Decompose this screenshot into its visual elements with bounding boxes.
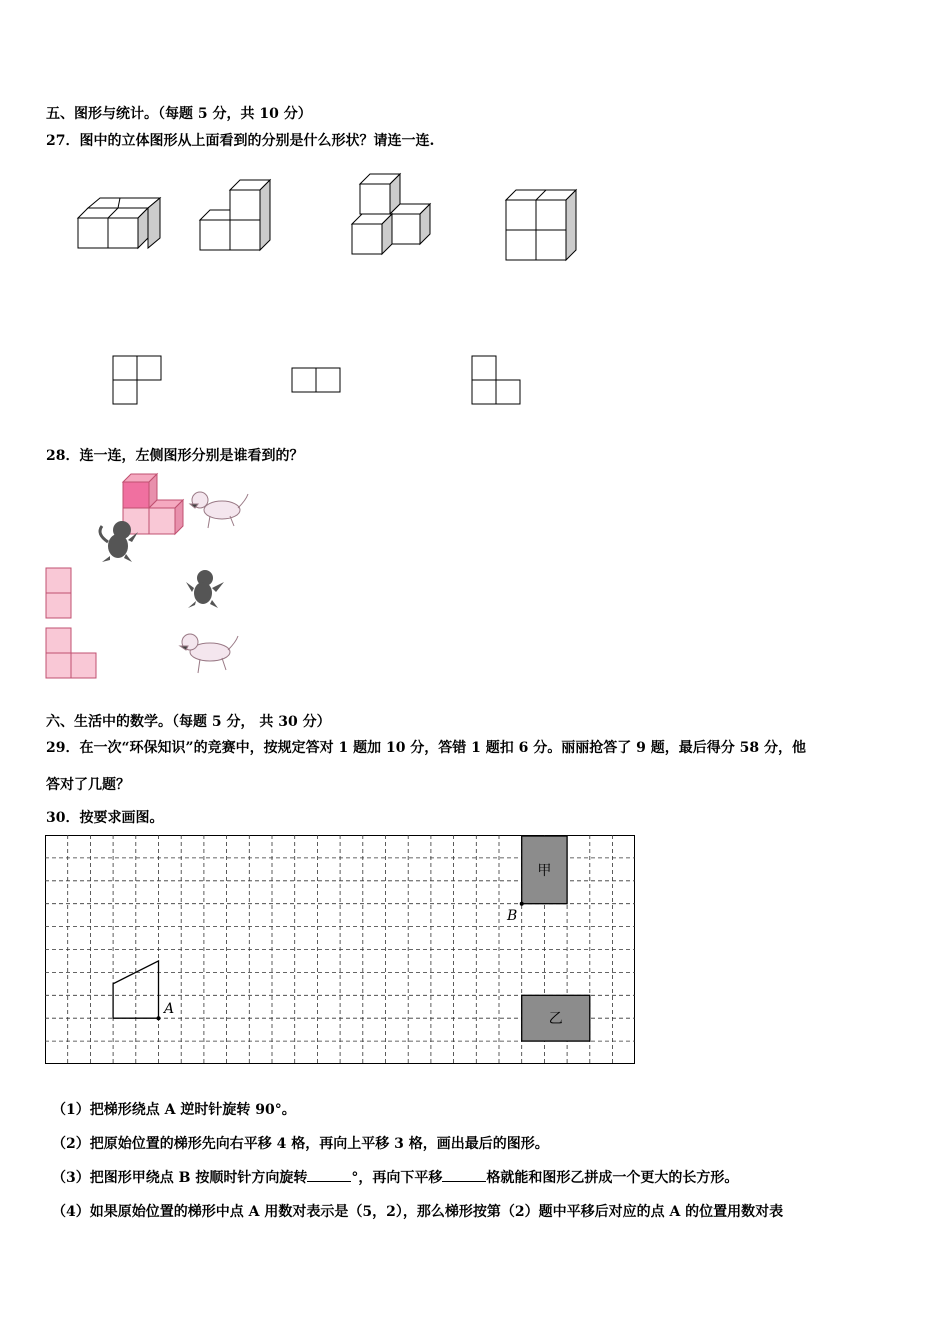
task-3-part-c: 格就能和图形乙拼成一个更大的长方形。 (486, 1170, 739, 1186)
q28-figure (40, 470, 270, 685)
task-3-part-a: （3）把图形甲绕点 B 按顺时针方向旋转 (52, 1170, 308, 1186)
task-1: （1）把梯形绕点 A 逆时针旋转 90°。 (52, 1102, 296, 1118)
point-a (157, 1016, 161, 1020)
label-b: B (507, 908, 518, 924)
solid-figure-2 (200, 180, 270, 250)
top-view-2 (292, 368, 340, 392)
dog-icon (190, 492, 248, 528)
drawing-grid (45, 835, 636, 1065)
top-view-1 (113, 356, 161, 404)
blank-translation-units[interactable] (442, 1169, 486, 1182)
task-4: （4）如果原始位置的梯形中点 A 用数对表示是（5，2），那么梯形按第（2）题中平移后对应的点 A 的位置用数对表 (52, 1204, 784, 1220)
monkey-icon (186, 570, 224, 608)
solid-figures-row (70, 168, 590, 268)
question-28: 28．连一连，左侧图形分别是谁看到的？ (46, 448, 304, 464)
task-3 (52, 1167, 738, 1187)
top-views-row (100, 350, 540, 410)
question-29-line2: 答对了几题？ (46, 777, 130, 793)
top-view-3 (472, 356, 520, 404)
label-a: A (164, 1001, 175, 1017)
view-shape-1 (46, 568, 71, 618)
section6-heading: 六、生活中的数学。（每题 5 分， 共 30 分） (46, 714, 331, 730)
point-b (520, 902, 524, 906)
pink-cube-stack (123, 474, 183, 534)
question-30: 30．按要求画图。 (46, 810, 164, 826)
solid-figure-1 (78, 198, 160, 248)
solid-figure-3 (352, 174, 430, 254)
label-jia: 甲 (537, 863, 552, 879)
section5-heading: 五、图形与统计。（每题 5 分，共 10 分） (46, 106, 312, 122)
question-29-line1: 29．在一次“环保知识”的竞赛中，按规定答对 1 题加 10 分，答错 1 题扣 6 分。丽丽抢答了 9 题，最后得分 58 分，他 (46, 740, 807, 756)
dog-icon (180, 634, 238, 673)
task-2: （2）把原始位置的梯形先向右平移 4 格，再向上平移 3 格，画出最后的图形。 (52, 1136, 549, 1152)
question-27: 27．图中的立体图形从上面看到的分别是什么形状？请连一连. (46, 133, 435, 149)
task-3-part-b: °，再向下平移 (351, 1170, 443, 1186)
solid-figure-4 (506, 190, 576, 260)
view-shape-2 (46, 628, 96, 678)
label-yi: 乙 (548, 1011, 563, 1027)
blank-rotation-angle[interactable] (307, 1169, 351, 1182)
